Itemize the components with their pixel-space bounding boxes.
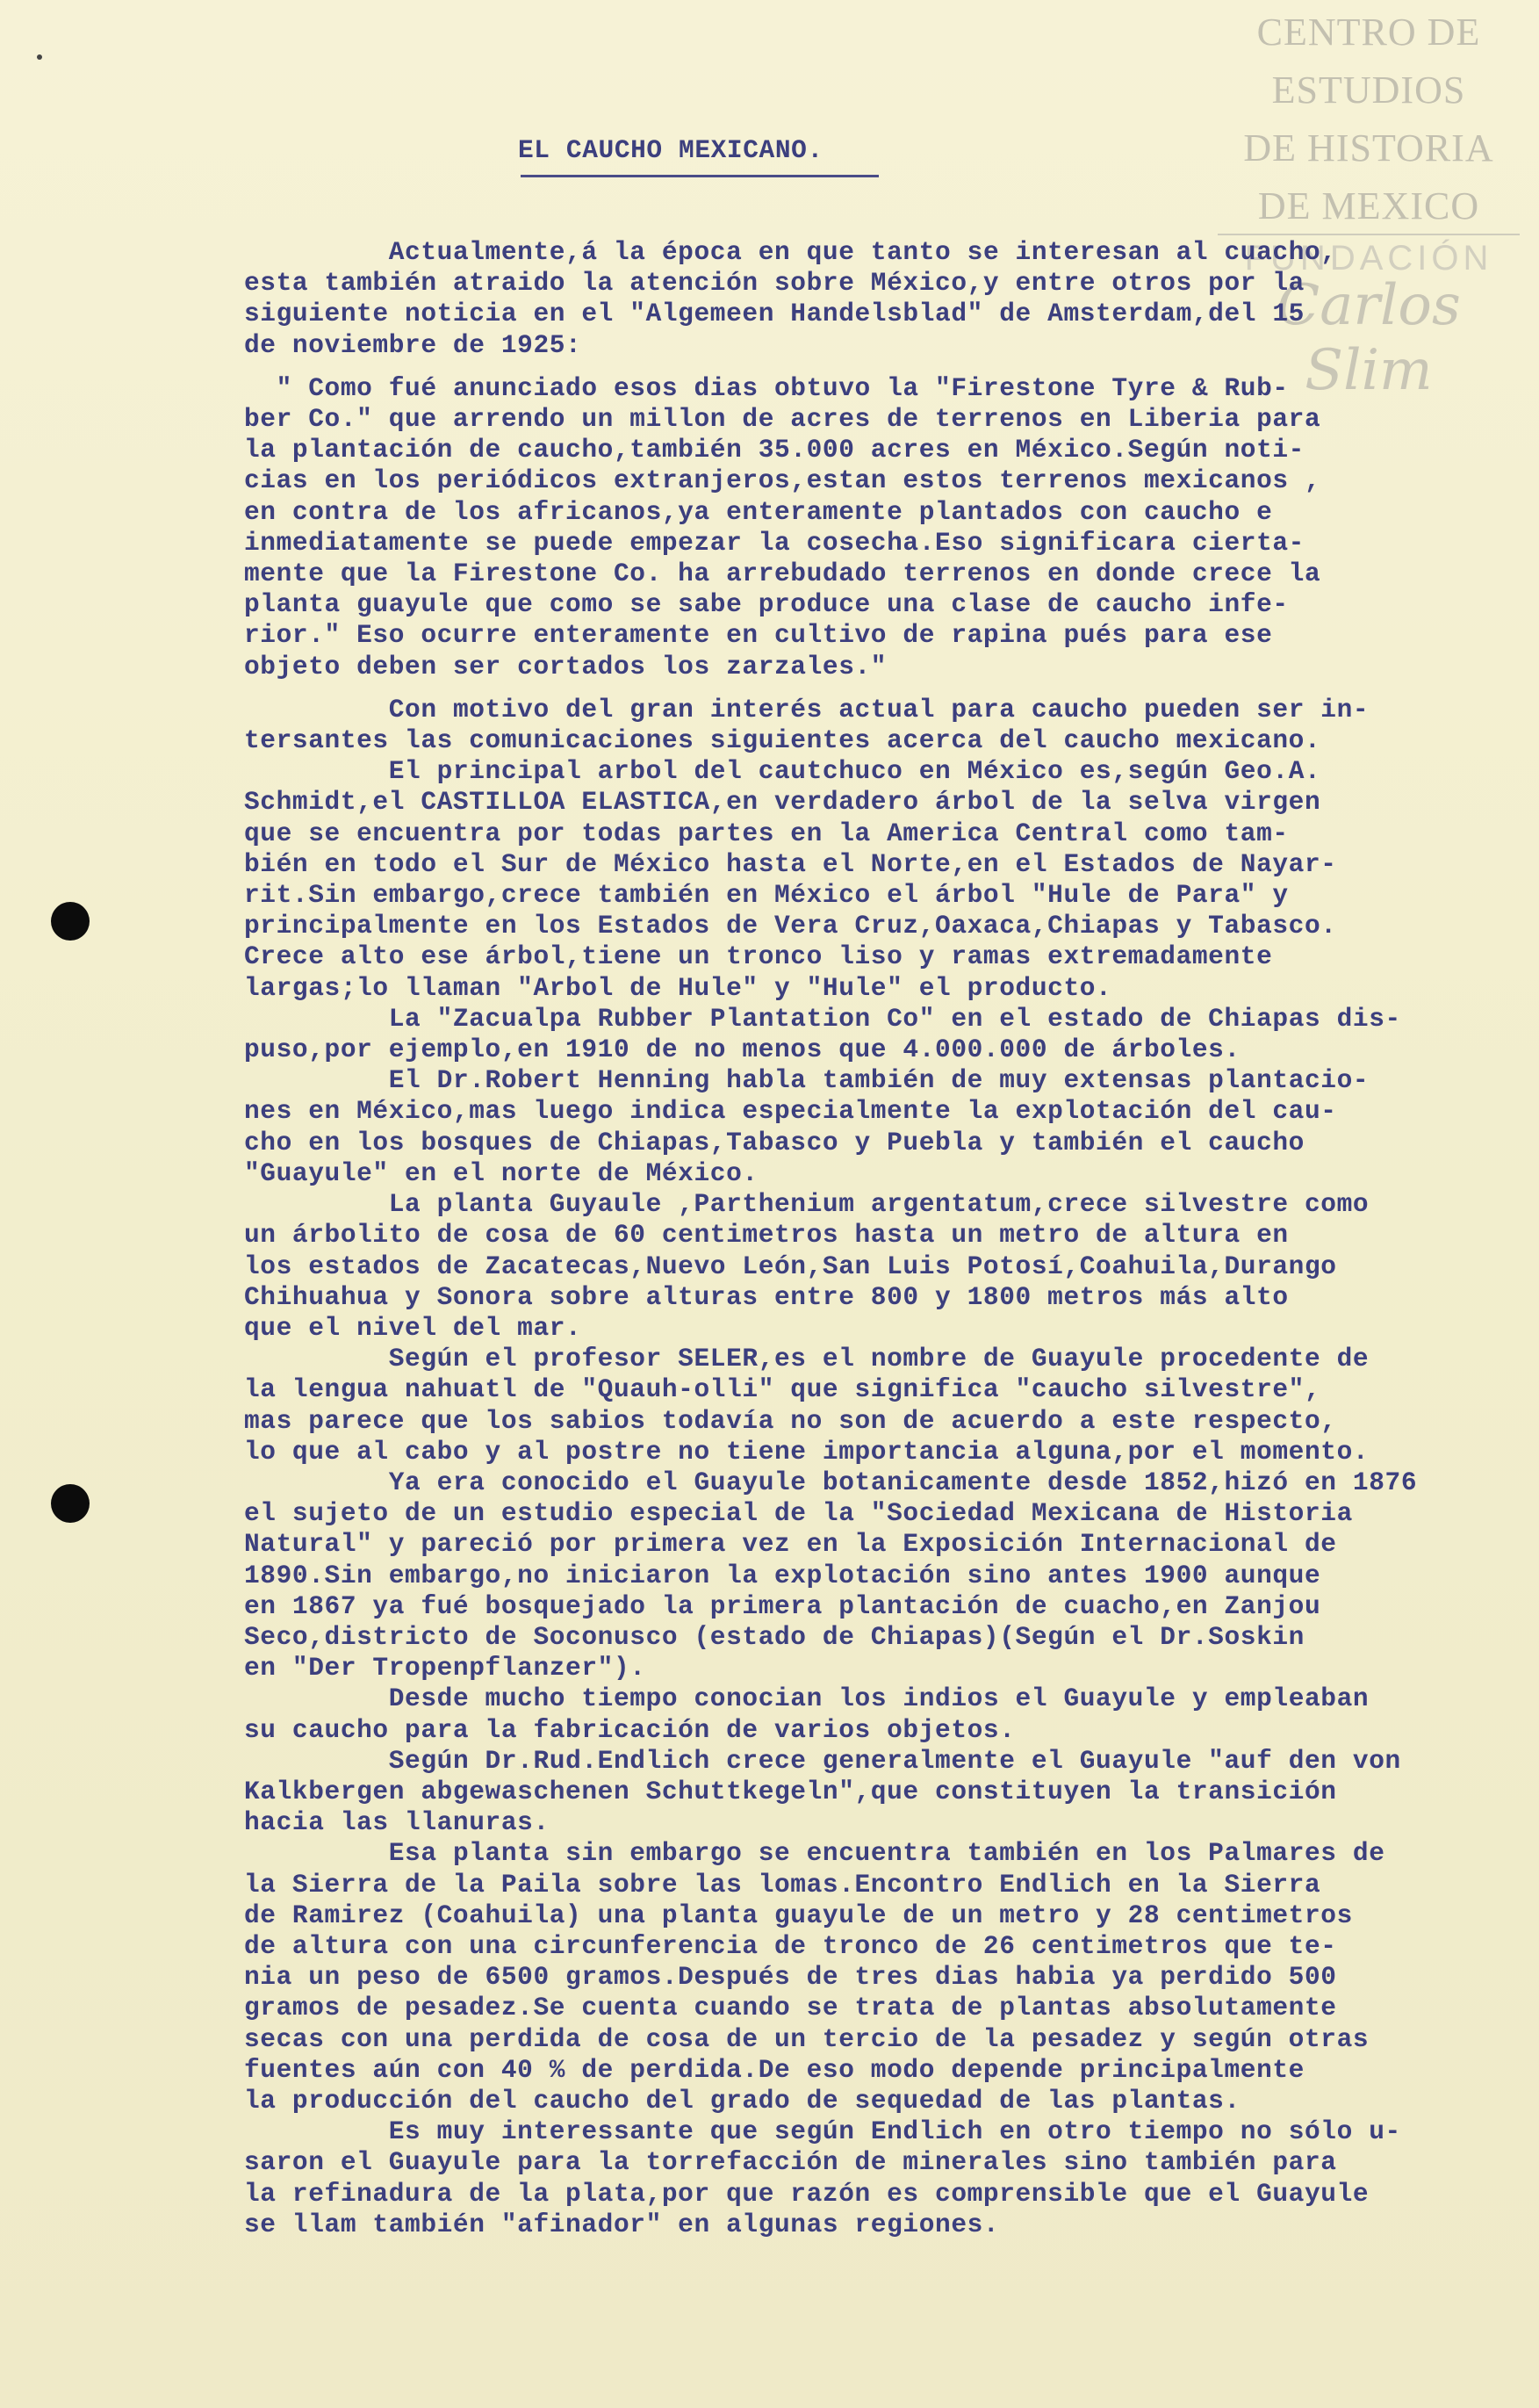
- paragraph: Actualmente,á la época en que tanto se interesan al cuacho, esta también atraido la atención sobre México,y entre otros por la siguiente noticia en el "Algemeen Handelsblad" de Amsterdam,del 15 de noviembre de 1925:: [244, 237, 1337, 360]
- paragraph: El Dr.Robert Henning habla también de muy extensas plantacio- nes en México,mas luego indica especialmente la explotación del cau- cho en los bosques de Chiapas,Tabasco y Puebla y también el caucho "Guayule" en el norte de México.: [244, 1065, 1370, 1188]
- paragraph: La planta Guyaule ,Parthenium argentatum,crece silvestre como un árbolito de cosa de 60 centimetros hasta un metro de altura en los estados de Zacatecas,Nuevo León,San Luis Potosí,Coahuila,Durango Chihuahua y Sonora sobre alturas entre 800 y 1800 metros más alto que el nivel del mar.: [244, 1189, 1370, 1343]
- watermark-divider: [1218, 234, 1520, 235]
- paragraph: El principal arbol del cautchuco en México es,según Geo.A. Schmidt,el CASTILLOA ELASTICA,en verdadero árbol de la selva virgen que se encuentra por todas partes en la America Central como tam- bién en todo el Sur de México hasta el Norte,en el Estados de Nayar- rit.Sin embargo,crece también en México el árbol "Hule de Para" y principalmente en los Estados de Vera Cruz,Oaxaca,Chiapas y Tabasco. Crece alto ese árbol,tiene un tronco liso y ramas extremadamente largas;lo llaman "Arbol de Hule" y "Hule" el producto.: [244, 756, 1337, 1003]
- paragraph: Con motivo del gran interés actual para caucho pueden ser in- tersantes las comunicaciones siguientes acerca del caucho mexicano.: [244, 694, 1370, 756]
- watermark-fundacion: FUNDACIÓN: [1244, 239, 1493, 278]
- paragraph: Esa planta sin embargo se encuentra también en los Palmares de la Sierra de la Paila sobre las lomas.Encontro Endlich en la Sierra de Ramirez (Coahuila) una planta guayule de un metro y 28 centimetros de altura con una circunferencia de tronco de 26 centimetros que te- nia un peso de 6500 gramos.Después de tres dias habia ya perdido 500 gramos de pesadez.Se cuenta cuando se trata de plantas absolutamente secas con una perdida de cosa de un tercio de la pesadez y según otras fuentes aún con 40 % de perdida.De eso modo depende principalmente la producción del caucho del grado de sequedad de las plantas.: [244, 1838, 1385, 2116]
- punch-hole: [51, 1484, 90, 1523]
- watermark-signature: Carlos Slim: [1277, 273, 1461, 403]
- document-body: [244, 237, 1491, 2240]
- paragraph-gap: [244, 682, 1491, 695]
- watermark-line: CENTRO DE: [1256, 11, 1481, 54]
- document-title: EL CAUCHO MEXICANO.: [518, 135, 823, 165]
- paragraph: La "Zacualpa Rubber Plantation Co" en el estado de Chiapas dis- puso,por ejemplo,en 1910 de no menos que 4.000.000 de árboles.: [244, 1003, 1401, 1065]
- quoted-paragraph: " Como fué anunciado esos dias obtuvo la "Firestone Tyre & Rub- ber Co." que arrendo un millon de acres de terrenos en Liberia para la plantación de caucho,también 35.000 acres en México.Según noti- cias en los periódicos extranjeros,estan estos terrenos mexicanos , en contra de los africanos,ya enteramente plantados con caucho e inmediatamente se puede empezar la cosecha.Eso significara cierta- mente que la Firestone Co. ha arrebudado terrenos en donde crece la planta guayule que como se sabe produce una clase de caucho infe- rior." Eso ocurre enteramente en cultivo de rapina pués para ese objeto deben ser cortados los zarzales.": [244, 372, 1321, 681]
- paragraph-gap: [244, 361, 1491, 373]
- title-underline: [521, 175, 879, 177]
- punch-hole: [51, 902, 90, 941]
- page-mark: [37, 54, 42, 60]
- paragraph: Ya era conocido el Guayule botanicamente desde 1852,hizó en 1876 el sujeto de un estudio especial de la "Sociedad Mexicana de Historia Natural" y pareció por primera vez en la Exposición Internacional de 1890.Sin embargo,no iniciaron la explotación sino antes 1900 aunque en 1867 ya fué bosquejado la primera plantación de cuacho,en Zanjou Seco,districto de Soconusco (estado de Chiapas)(Según el Dr.Soskin en "Der Tropenpflanzer").: [244, 1467, 1418, 1683]
- watermark-line: ESTUDIOS: [1271, 68, 1466, 112]
- watermark-line: DE MEXICO: [1257, 184, 1480, 227]
- paragraph: Es muy interessante que según Endlich en otro tiempo no sólo u- saron el Guayule para la torrefacción de minerales sino también para la refinadura de la plata,por que razón es comprensible que el Guayule se llam también "afinador" en algunas regiones.: [244, 2116, 1401, 2239]
- paragraph: Desde mucho tiempo conocian los indios el Guayule y empleaban su caucho para la fabricación de varios objetos.: [244, 1683, 1370, 1745]
- watermark-line: DE HISTORIA: [1243, 126, 1494, 169]
- paragraph: Según el profesor SELER,es el nombre de Guayule procedente de la lengua nahuatl de "Quauh-olli" que significa "caucho silvestre", mas parece que los sabios todavía no son de acuerdo a este respecto, lo que al cabo y al postre no tiene importancia alguna,por el momento.: [244, 1344, 1370, 1467]
- paragraph: Según Dr.Rud.Endlich crece generalmente el Guayule "auf den von Kalkbergen abgewaschenen Schuttkegeln",que constituyen la transición hacia las llanuras.: [244, 1745, 1401, 1838]
